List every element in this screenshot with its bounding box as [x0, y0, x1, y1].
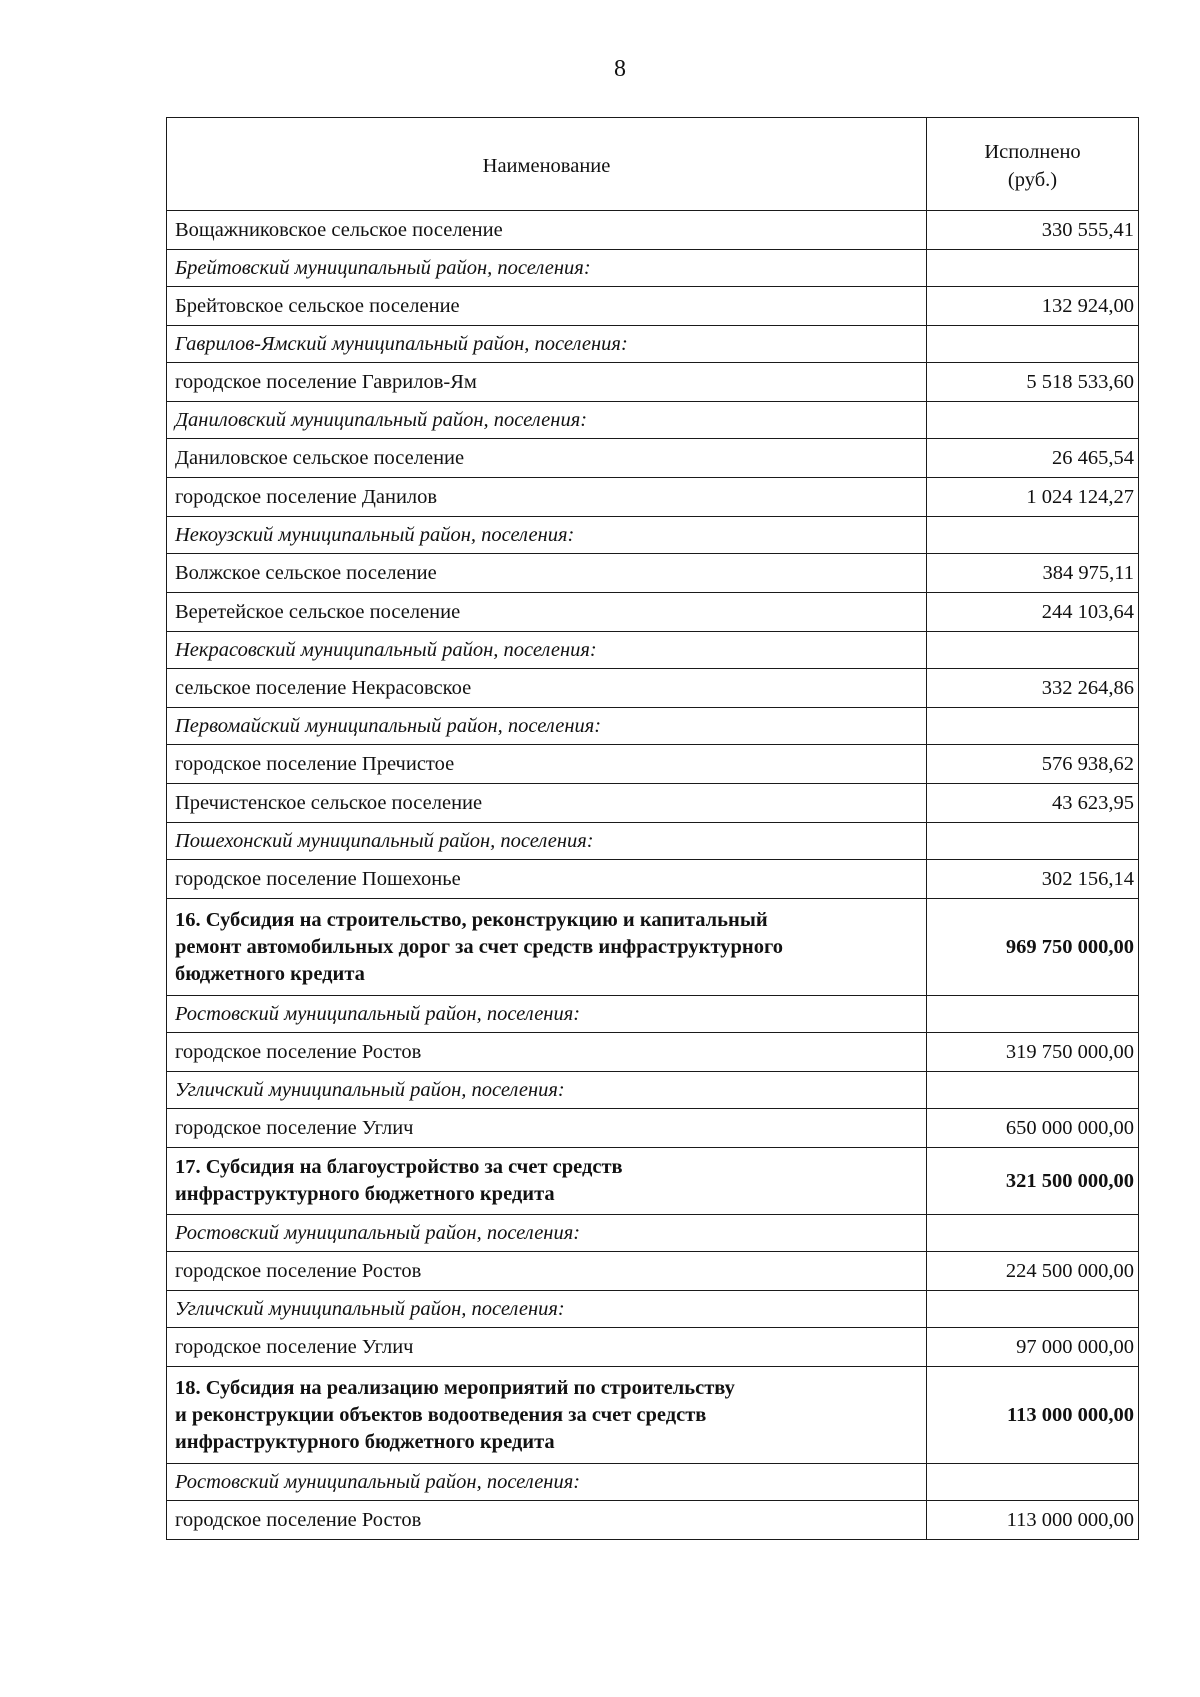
header-name: Наименование	[167, 118, 927, 211]
table-row	[167, 1252, 1139, 1291]
header-amount	[927, 118, 1139, 211]
settlement-name: городское поселение Углич	[167, 1109, 927, 1148]
amount-cell	[927, 708, 1139, 745]
table-row	[167, 784, 1139, 823]
section-title	[167, 899, 927, 996]
amount-cell: 113 000 000,00	[927, 1501, 1139, 1540]
section-title	[167, 1148, 927, 1215]
table-row	[167, 287, 1139, 326]
section-title-line: ремонт автомобильных дорог за счет средств инфраструктурного	[175, 935, 784, 958]
district-name: Некоузский муниципальный район, поселения:	[167, 517, 927, 554]
district-row	[167, 326, 1139, 363]
table-row	[167, 554, 1139, 593]
section-title-line: инфраструктурного бюджетного кредита	[175, 1430, 555, 1453]
amount-cell	[927, 996, 1139, 1033]
settlement-name: Даниловское сельское поселение	[167, 439, 927, 478]
district-row	[167, 1072, 1139, 1109]
settlement-name: городское поселение Ростов	[167, 1252, 927, 1291]
header-amount-line1: Исполнено	[984, 141, 1081, 163]
section-amount: 113 000 000,00	[927, 1367, 1139, 1464]
table-row	[167, 860, 1139, 899]
budget-table	[166, 117, 1139, 1540]
section-title-line: 17. Субсидия на благоустройство за счет средств	[175, 1156, 623, 1178]
section-row	[167, 1148, 1139, 1215]
district-name: Некрасовский муниципальный район, поселения:	[167, 632, 927, 669]
district-name: Угличский муниципальный район, поселения:	[167, 1072, 927, 1109]
table-row	[167, 1501, 1139, 1540]
settlement-name: Пречистенское сельское поселение	[167, 784, 927, 823]
amount-cell	[927, 250, 1139, 287]
district-row	[167, 996, 1139, 1033]
district-name: Ростовский муниципальный район, поселения:	[167, 996, 927, 1033]
table-row	[167, 593, 1139, 632]
district-row	[167, 823, 1139, 860]
amount-cell: 5 518 533,60	[927, 363, 1139, 402]
settlement-name: Волжское сельское поселение	[167, 554, 927, 593]
district-name: Даниловский муниципальный район, поселения:	[167, 402, 927, 439]
amount-cell: 43 623,95	[927, 784, 1139, 823]
table-row	[167, 745, 1139, 784]
table-row	[167, 478, 1139, 517]
page-number: 8	[614, 56, 626, 82]
district-row	[167, 1291, 1139, 1328]
district-name: Брейтовский муниципальный район, поселения:	[167, 250, 927, 287]
amount-cell	[927, 1215, 1139, 1252]
table-header-row	[167, 118, 1139, 211]
district-row	[167, 1215, 1139, 1252]
amount-cell	[927, 632, 1139, 669]
amount-cell: 244 103,64	[927, 593, 1139, 632]
district-row	[167, 708, 1139, 745]
section-row	[167, 899, 1139, 996]
section-row	[167, 1367, 1139, 1464]
section-amount: 321 500 000,00	[927, 1148, 1139, 1215]
amount-cell	[927, 1464, 1139, 1501]
district-name: Пошехонский муниципальный район, поселения:	[167, 823, 927, 860]
settlement-name: городское поселение Данилов	[167, 478, 927, 517]
settlement-name: Веретейское сельское поселение	[167, 593, 927, 632]
settlement-name: городское поселение Углич	[167, 1328, 927, 1367]
section-amount: 969 750 000,00	[927, 899, 1139, 996]
section-title-line: бюджетного кредита	[175, 962, 365, 985]
settlement-name: городское поселение Ростов	[167, 1033, 927, 1072]
amount-cell	[927, 823, 1139, 860]
table-row	[167, 363, 1139, 402]
district-row	[167, 632, 1139, 669]
table-row	[167, 1328, 1139, 1367]
settlement-name: Брейтовское сельское поселение	[167, 287, 927, 326]
table-row	[167, 439, 1139, 478]
settlement-name: городское поселение Гаврилов-Ям	[167, 363, 927, 402]
amount-cell	[927, 402, 1139, 439]
amount-cell: 132 924,00	[927, 287, 1139, 326]
section-title-line: 18. Субсидия на реализацию мероприятий по строительству	[175, 1376, 735, 1399]
settlement-name: городское поселение Пошехонье	[167, 860, 927, 899]
amount-cell: 302 156,14	[927, 860, 1139, 899]
amount-cell: 330 555,41	[927, 211, 1139, 250]
amount-cell: 26 465,54	[927, 439, 1139, 478]
table-row	[167, 211, 1139, 250]
district-name: Гаврилов-Ямский муниципальный район, поселения:	[167, 326, 927, 363]
district-name: Первомайский муниципальный район, поселения:	[167, 708, 927, 745]
section-title-line: 16. Субсидия на строительство, реконструкцию и капитальный	[175, 908, 768, 931]
table-body	[167, 211, 1139, 1540]
district-row	[167, 250, 1139, 287]
amount-cell	[927, 1291, 1139, 1328]
amount-cell: 650 000 000,00	[927, 1109, 1139, 1148]
district-row	[167, 1464, 1139, 1501]
amount-cell: 97 000 000,00	[927, 1328, 1139, 1367]
amount-cell	[927, 326, 1139, 363]
district-name: Угличский муниципальный район, поселения:	[167, 1291, 927, 1328]
amount-cell: 384 975,11	[927, 554, 1139, 593]
section-title-line: и реконструкции объектов водоотведения за счет средств	[175, 1403, 707, 1426]
section-title-line: инфраструктурного бюджетного кредита	[175, 1183, 555, 1205]
settlement-name: городское поселение Пречистое	[167, 745, 927, 784]
district-name: Ростовский муниципальный район, поселения:	[167, 1464, 927, 1501]
table-row	[167, 1033, 1139, 1072]
settlement-name: сельское поселение Некрасовское	[167, 669, 927, 708]
district-name: Ростовский муниципальный район, поселения:	[167, 1215, 927, 1252]
amount-cell: 576 938,62	[927, 745, 1139, 784]
amount-cell: 332 264,86	[927, 669, 1139, 708]
amount-cell: 319 750 000,00	[927, 1033, 1139, 1072]
header-amount-line2: (руб.)	[1007, 169, 1058, 191]
amount-cell	[927, 1072, 1139, 1109]
table-row	[167, 1109, 1139, 1148]
table-row	[167, 669, 1139, 708]
section-title	[167, 1367, 927, 1464]
amount-cell	[927, 517, 1139, 554]
settlement-name: Вощажниковское сельское поселение	[167, 211, 927, 250]
settlement-name: городское поселение Ростов	[167, 1501, 927, 1540]
amount-cell: 224 500 000,00	[927, 1252, 1139, 1291]
amount-cell: 1 024 124,27	[927, 478, 1139, 517]
district-row	[167, 402, 1139, 439]
district-row	[167, 517, 1139, 554]
